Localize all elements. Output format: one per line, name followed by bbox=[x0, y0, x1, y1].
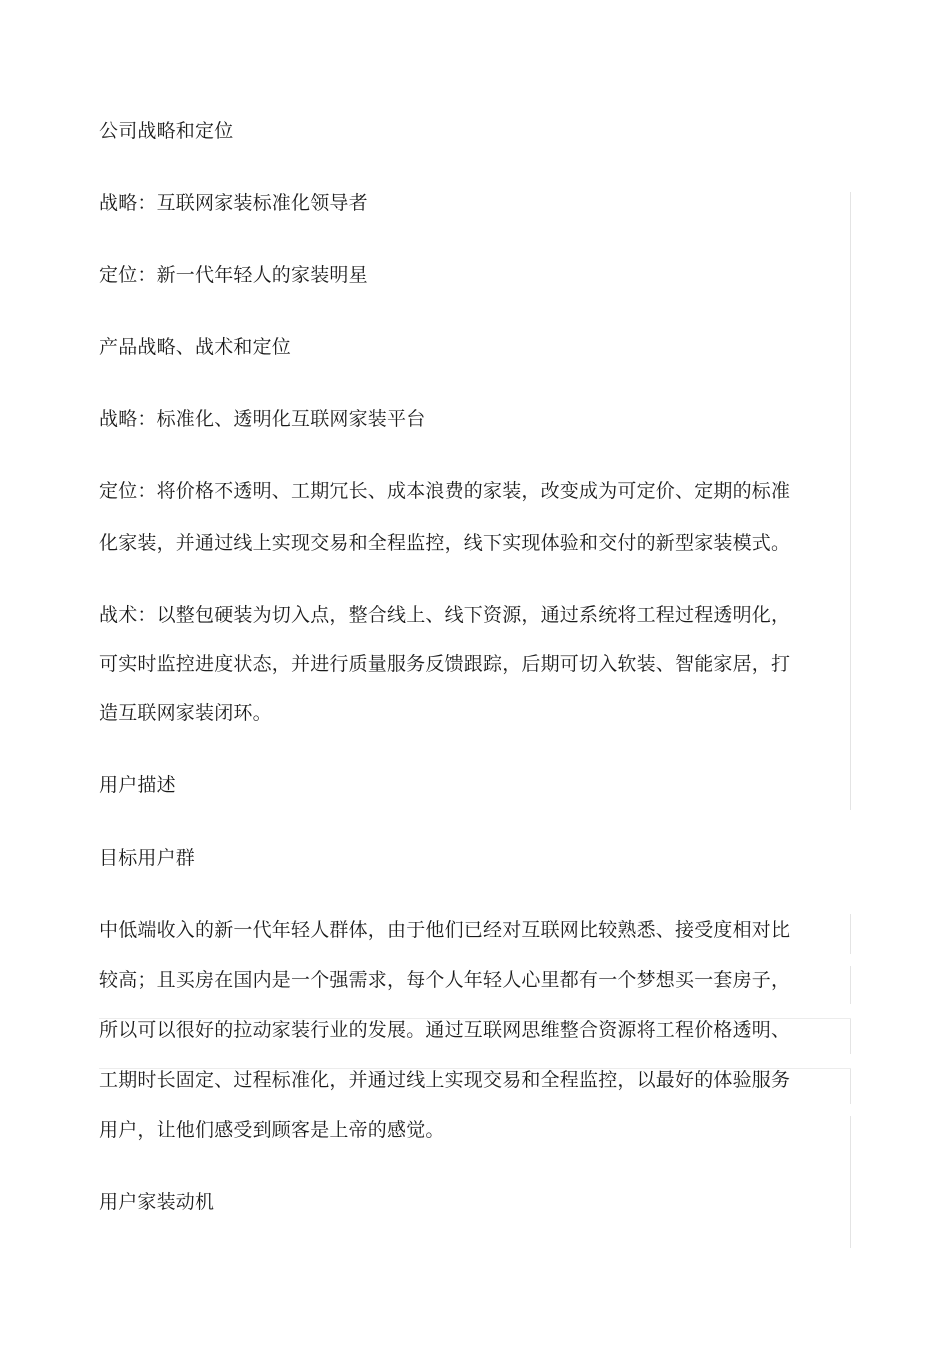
margin-rule bbox=[850, 1068, 851, 1104]
text-tactics-3: 造互联网家装闭环。 bbox=[99, 702, 272, 724]
heading-user-motivation: 用户家装动机 bbox=[99, 1191, 215, 1213]
margin-rule bbox=[850, 914, 851, 954]
heading-product-strategy: 产品战略、战术和定位 bbox=[99, 336, 292, 358]
margin-rule bbox=[850, 966, 851, 1004]
text-tactics-2: 可实时监控进度状态，并进行质量服务反馈跟踪，后期可切入软装、智能家居，打 bbox=[99, 653, 791, 675]
text-target-users-4: 工期时长固定、过程标准化，并通过线上实现交易和全程监控，以最好的体验服务 bbox=[99, 1069, 791, 1091]
heading-target-users: 目标用户群 bbox=[99, 847, 196, 869]
text-product-positioning-2: 化家装，并通过线上实现交易和全程监控，线下实现体验和交付的新型家装模式。 bbox=[99, 532, 791, 554]
heading-company-strategy: 公司战略和定位 bbox=[99, 120, 234, 142]
text-product-strategy: 战略：标准化、透明化互联网家装平台 bbox=[99, 408, 426, 430]
text-target-users-2: 较高；且买房在国内是一个强需求，每个人年轻人心里都有一个梦想买一套房子， bbox=[99, 969, 791, 991]
margin-rule bbox=[850, 1116, 851, 1248]
heading-user-description: 用户描述 bbox=[99, 774, 176, 796]
text-target-users-5: 用户，让他们感受到顾客是上帝的感觉。 bbox=[99, 1119, 445, 1141]
text-positioning: 定位：新一代年轻人的家装明星 bbox=[99, 264, 368, 286]
text-target-users-1: 中低端收入的新一代年轻人群体，由于他们已经对互联网比较熟悉、接受度相对比 bbox=[99, 919, 791, 941]
text-product-positioning-1: 定位：将价格不透明、工期冗长、成本浪费的家装，改变成为可定价、定期的标准 bbox=[99, 480, 791, 502]
text-strategy: 战略：互联网家装标准化领导者 bbox=[99, 192, 368, 214]
text-tactics-1: 战术：以整包硬装为切入点，整合线上、线下资源，通过系统将工程过程透明化， bbox=[99, 604, 791, 626]
margin-rule bbox=[850, 1018, 851, 1054]
margin-rule bbox=[850, 192, 851, 810]
text-target-users-3: 所以可以很好的拉动家装行业的发展。通过互联网思维整合资源将工程价格透明、 bbox=[99, 1019, 791, 1041]
